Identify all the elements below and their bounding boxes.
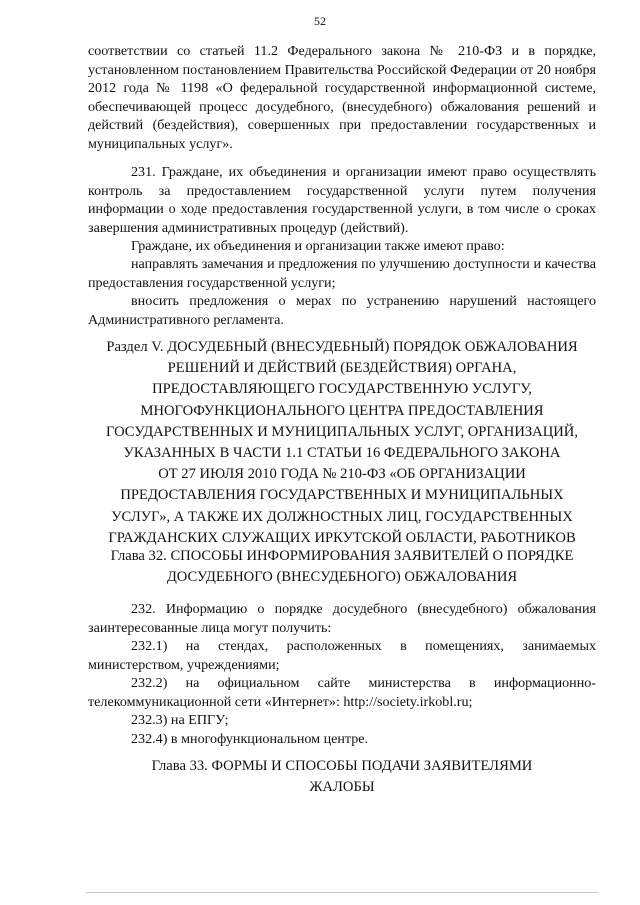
paragraph-232-2: 232.2) на официальном сайте министерства в информационно-телекоммуникационной сети «Интернет»: http://society.irkobl.ru; (88, 675, 596, 710)
section-heading-line: УКАЗАННЫХ В ЧАСТИ 1.1 СТАТЬИ 16 ФЕДЕРАЛЬНОГО ЗАКОНА (123, 445, 561, 462)
section-heading-line: ГРАЖДАНСКИХ СЛУЖАЩИХ ИРКУТСКОЙ ОБЛАСТИ, РАБОТНИКОВ (108, 529, 576, 546)
section-5-heading (80, 337, 604, 549)
chapter-heading-line: Глава 33. ФОРМЫ И СПОСОБЫ ПОДАЧИ ЗАЯВИТЕЛЯМИ (151, 758, 533, 774)
chapter-heading-line: ДОСУДЕБНОГО (ВНЕСУДЕБНОГО) ОБЖАЛОВАНИЯ (166, 569, 518, 586)
section-heading-line: РЕШЕНИЙ И ДЕЙСТВИЙ (БЕЗДЕЙСТВИЯ) ОРГАНА, (167, 360, 517, 377)
section-heading-line: ПРЕДОСТАВЛЯЮЩЕГО ГОСУДАРСТВЕННУЮ УСЛУГУ, (152, 381, 532, 398)
chapter-33-heading (80, 756, 604, 798)
chapter-heading-line: Глава 32. СПОСОБЫ ИНФОРМИРОВАНИЯ ЗАЯВИТЕЛЕЙ О ПОРЯДКЕ (110, 548, 574, 564)
chapter-heading-line: ЖАЛОБЫ (309, 779, 375, 796)
paragraph-232-3: 232.3) на ЕПГУ; (131, 712, 229, 728)
paragraph-232-1: 232.1) на стендах, расположенных в помещениях, занимаемых министерством, учреждениями; (88, 638, 596, 673)
paragraph-231: 231. Граждане, их объединения и организации имеют право осуществлять контроль за предоставлением государственной услуги путем получения информации о ходе предоставления государственной услуги, в том числе о сроках завершения административных процедур (действий). (88, 164, 596, 236)
section-heading-line: ОТ 27 ИЮЛЯ 2010 ГОДА № 210-ФЗ «ОБ ОРГАНИЗАЦИИ (158, 466, 526, 483)
section-heading-line: УСЛУГ», А ТАКЖЕ ИХ ДОЛЖНОСТНЫХ ЛИЦ, ГОСУДАРСТВЕННЫХ (111, 508, 573, 525)
paragraph-232-4: 232.4) в многофункциональном центре. (131, 731, 369, 747)
paragraph-232: 232. Информацию о порядке досудебного (внесудебного) обжалования заинтересованные лица могут получить: (88, 601, 596, 636)
paragraph-right-1: направлять замечания и предложения по улучшению доступности и качества предоставления государственной услуги; (88, 256, 596, 291)
paragraph-right-2: вносить предложения о мерах по устранению нарушений настоящего Административного регламента. (88, 293, 596, 328)
page-number: 52 (314, 14, 326, 28)
page-bottom-rule (86, 892, 598, 893)
section-heading-line: МНОГОФУНКЦИОНАЛЬНОГО ЦЕНТРА ПРЕДОСТАВЛЕНИЯ (140, 402, 544, 419)
section-heading-line: Раздел V. ДОСУДЕБНЫЙ (ВНЕСУДЕБНЫЙ) ПОРЯДОК ОБЖАЛОВАНИЯ (106, 339, 578, 355)
section-heading-line: ГОСУДАРСТВЕННЫХ И МУНИЦИПАЛЬНЫХ УСЛУГ, ОРГАНИЗАЦИЙ, (106, 423, 578, 440)
section-heading-line: ПРЕДОСТАВЛЕНИЯ ГОСУДАРСТВЕННЫХ И МУНИЦИПАЛЬНЫХ (120, 487, 564, 504)
chapter-32-heading (80, 546, 604, 588)
intro-paragraph: соответствии со статьей 11.2 Федерального закона № 210-ФЗ и в порядке, установленном постановлением Правительства Российской Федерации от 20 ноября 2012 года № 1198 «О федеральной государственной информационной системе, обеспечивающей процесс досудебного, (внесудебного) обжалования решений и действий (бездействия), совершенных при предоставлении государственных и муниципальных услуг». (88, 43, 596, 152)
paragraph-rights-intro: Граждане, их объединения и организации также имеют право: (131, 238, 505, 254)
